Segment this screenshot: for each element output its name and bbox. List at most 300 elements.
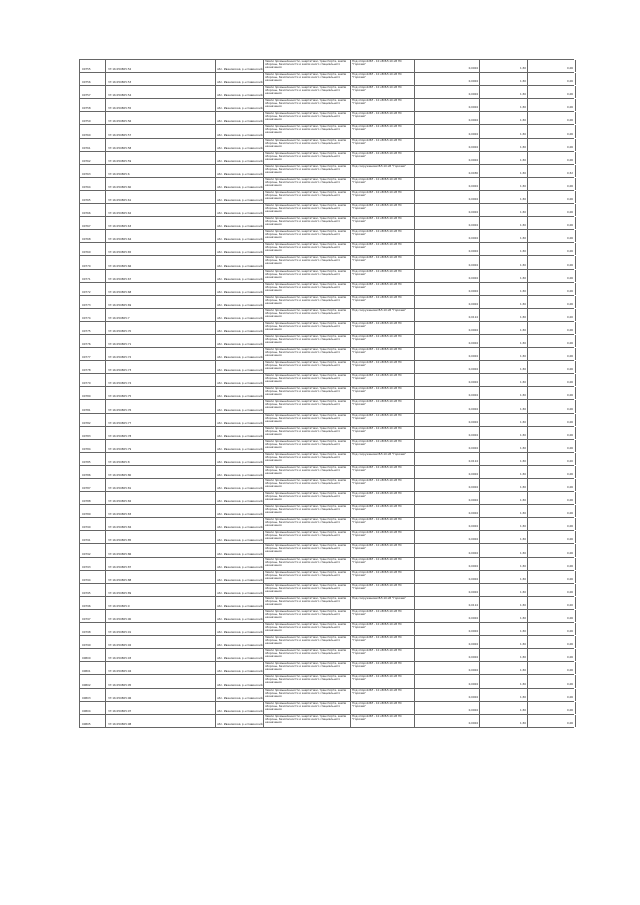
permitted-use-cell [350, 492, 415, 504]
location-text: обл. Ивановская, р-н Савинский [217, 512, 263, 517]
tax-rate-value: 1,50 [520, 511, 526, 516]
area-value: 0,0004 [468, 66, 478, 71]
row-number: 00783 [82, 433, 91, 438]
row-number: 00791 [82, 538, 91, 543]
tax-rate-cell [479, 217, 528, 229]
tax-amount-cell [527, 414, 576, 426]
land-category-text: Земли промышленности, энергетики, транспорта, земли обороны, безопасности и земли иного специального назначения [265, 662, 347, 672]
area-cell [414, 453, 480, 465]
tax-amount-cell [527, 243, 576, 255]
row-number: 00789 [82, 512, 91, 517]
tax-amount-cell [527, 505, 576, 517]
location-text: обл. Ивановская, р-н Савинский [217, 682, 263, 687]
location-cell [215, 531, 264, 543]
permitted-use-text: Под опорой ВЛ - 10 кВ ВЛ-10 кВ ПС "Горячев" [352, 230, 402, 237]
land-category-cell [263, 322, 351, 334]
table-row [79, 518, 574, 531]
area-cell [414, 414, 480, 426]
cadastral-number: 37:16:050805:52 [108, 67, 132, 72]
area-value: 0,0004 [468, 118, 478, 123]
tax-rate-cell [479, 178, 528, 190]
table-row [79, 492, 574, 505]
cadastral-number-cell [105, 610, 216, 622]
location-text: обл. Ивановская, р-н Савинский [217, 106, 263, 111]
cadastral-number-cell [105, 99, 216, 111]
tax-amount-cell [527, 139, 576, 151]
tax-amount-value: 0,06 [567, 236, 573, 241]
cadastral-number-cell [105, 702, 216, 714]
location-text: обл. Ивановская, р-н Савинский [217, 407, 263, 412]
land-category-text: Земли промышленности, энергетики, транспорта, земли обороны, безопасности и земли иного специального назначения [265, 361, 347, 371]
table-row [79, 283, 574, 296]
permitted-use-cell [350, 112, 415, 124]
row-number-cell [79, 662, 106, 674]
area-cell [414, 702, 480, 714]
location-cell [215, 597, 264, 609]
row-number-cell [79, 479, 106, 491]
area-cell [414, 125, 480, 137]
cadastral-number: 37:16:050805:94 [108, 669, 132, 674]
cadastral-number: 37:16:050805:66 [108, 263, 132, 268]
location-cell [215, 558, 264, 570]
land-category-text: Земли промышленности, энергетики, транспорта, земли обороны, безопасности и земли иного специального назначения [265, 60, 347, 69]
row-number-cell [79, 191, 106, 203]
permitted-use-text: Под опорой ВЛ - 10 кВ ВЛ-10 кВ ПС "Горячев" [352, 138, 402, 145]
area-value: 0,0004 [468, 511, 478, 516]
cadastral-number: 37:16:050805:59 [108, 158, 132, 163]
area-value: 0,0004 [468, 131, 478, 136]
area-cell [414, 466, 480, 478]
area-value: 0,0004 [468, 79, 478, 84]
land-category-text: Земли промышленности, энергетики, транспорта, земли обороны, безопасности и земли иного специального назначения [265, 177, 347, 187]
permitted-use-text: Под опорой ВЛ - 10 кВ ВЛ-10 кВ ПС "Горячев" [352, 243, 402, 250]
land-category-cell [263, 400, 351, 412]
land-category-text: Земли промышленности, энергетики, транспорта, земли обороны, безопасности и земли иного специального назначения [265, 701, 347, 711]
permitted-use-cell [350, 125, 415, 137]
tax-rate-value: 1,50 [520, 327, 526, 332]
land-category-text: Земли промышленности, энергетики, транспорта, земли обороны, безопасности и земли иного специального назначения [265, 649, 347, 659]
permitted-use-cell [350, 309, 415, 321]
location-text: обл. Ивановская, р-н Савинский [217, 538, 263, 543]
table-row [79, 662, 574, 675]
row-number: 00800 [82, 656, 91, 661]
location-cell [215, 715, 264, 727]
row-number: 00759 [82, 119, 91, 124]
tax-rate-cell [479, 715, 528, 727]
area-value: 0,0004 [468, 589, 478, 594]
location-cell [215, 492, 264, 504]
tax-amount-value: 0,06 [567, 563, 573, 568]
permitted-use-text: Под опорой ВЛ - 10 кВ ВЛ-10 кВ ПС "Горячев" [352, 544, 402, 551]
location-text: обл. Ивановская, р-н Савинский [217, 721, 263, 726]
area-cell [414, 571, 480, 583]
tax-rate-cell [479, 230, 528, 242]
tax-rate-cell [479, 400, 528, 412]
permitted-use-text: Под опорой ВЛ - 10 кВ ВЛ-10 кВ ПС "Горячев" [352, 583, 402, 590]
tax-rate-cell [479, 256, 528, 268]
permitted-use-text: Под опорой ВЛ - 10 кВ ВЛ-10 кВ ПС "Горячев" [352, 531, 402, 538]
table-row [79, 112, 574, 125]
land-category-cell [263, 597, 351, 609]
cadastral-number-cell [105, 204, 216, 216]
table-row [79, 191, 574, 204]
cadastral-number: 37:16:050805:79 [108, 446, 132, 451]
tax-amount-cell [527, 518, 576, 530]
tax-rate-cell [479, 283, 528, 295]
cadastral-number: 37:16:050805:62 [108, 211, 132, 216]
permitted-use-text: Под опорой ВЛ - 10 кВ ВЛ-10 кВ ПС "Горячев" [352, 675, 402, 682]
location-text: обл. Ивановская, р-н Савинский [217, 355, 263, 360]
tax-rate-cell [479, 112, 528, 124]
row-number-cell [79, 112, 106, 124]
land-category-cell [263, 125, 351, 137]
land-category-text: Земли промышленности, энергетики, транспорта, земли обороны, безопасности и земли иного специального назначения [265, 557, 347, 567]
land-category-text: Земли промышленности, энергетики, транспорта, земли обороны, безопасности и земли иного специального назначения [265, 518, 347, 528]
area-cell [414, 649, 480, 661]
tax-rate-value: 1,50 [520, 720, 526, 725]
location-text: обл. Ивановская, р-н Савинский [217, 459, 263, 464]
permitted-use-cell [350, 60, 415, 72]
area-cell [414, 715, 480, 727]
tax-rate-cell [479, 427, 528, 439]
location-cell [215, 453, 264, 465]
tax-amount-value: 0,06 [567, 445, 573, 450]
location-cell [215, 689, 264, 701]
row-number: 00799 [82, 643, 91, 648]
table-row [79, 479, 574, 492]
tax-amount-cell [527, 400, 576, 412]
cadastral-number-cell [105, 597, 216, 609]
row-number: 00758 [82, 106, 91, 111]
land-category-cell [263, 571, 351, 583]
land-category-text: Земли промышленности, энергетики, транспорта, земли обороны, безопасности и земли иного специального назначения [265, 125, 347, 135]
cadastral-number: 37:16:050805:53 [108, 80, 132, 85]
tax-rate-cell [479, 60, 528, 72]
location-cell [215, 610, 264, 622]
area-value: 0,0004 [468, 445, 478, 450]
tax-rate-value: 1,50 [520, 576, 526, 581]
row-number-cell [79, 623, 106, 635]
row-number-cell [79, 505, 106, 517]
tax-rate-value: 1,50 [520, 642, 526, 647]
row-number-cell [79, 414, 106, 426]
location-cell [215, 60, 264, 72]
cadastral-number: 37:16:050805:7 [108, 315, 130, 320]
permitted-use-cell [350, 217, 415, 229]
permitted-use-cell [350, 322, 415, 334]
tax-rate-value: 1,50 [520, 249, 526, 254]
location-cell [215, 518, 264, 530]
land-category-cell [263, 466, 351, 478]
row-number-cell [79, 165, 106, 177]
tax-amount-cell [527, 702, 576, 714]
cadastral-number: 37:16:050805:91 [108, 630, 132, 635]
cadastral-number-cell [105, 335, 216, 347]
tax-amount-cell [527, 623, 576, 635]
area-cell [414, 361, 480, 373]
tax-amount-cell [527, 348, 576, 360]
table-row [79, 702, 574, 715]
location-text: обл. Ивановская, р-н Савинский [217, 695, 263, 700]
row-number: 00779 [82, 381, 91, 386]
row-number: 00766 [82, 211, 91, 216]
row-number-cell [79, 689, 106, 701]
area-cell [414, 99, 480, 111]
cadastral-number: 37:16:050805:80 [108, 473, 132, 477]
permitted-use-cell [350, 73, 415, 85]
land-category-text: Земли промышленности, энергетики, транспорта, земли обороны, безопасности и земли иного специального назначения [265, 86, 347, 96]
land-category-text: Земли промышленности, энергетики, транспорта, земли обороны, безопасности и земли иного специального назначения [265, 112, 347, 122]
tax-rate-cell [479, 453, 528, 465]
cadastral-number: 37:16:050805:68 [108, 289, 132, 294]
land-category-text: Земли промышленности, энергетики, транспорта, земли обороны, безопасности и земли иного специального назначения [265, 269, 347, 279]
tax-amount-value: 0,06 [567, 668, 573, 673]
permitted-use-cell [350, 427, 415, 439]
land-category-cell [263, 361, 351, 373]
location-cell [215, 636, 264, 648]
tax-rate-cell [479, 544, 528, 556]
permitted-use-text: Под опорой ВЛ - 10 кВ ВЛ-10 кВ ПС "Горячев" [352, 714, 402, 721]
tax-rate-cell [479, 505, 528, 517]
location-cell [215, 270, 264, 282]
land-category-cell [263, 374, 351, 386]
location-text: обл. Ивановская, р-н Савинский [217, 224, 263, 229]
row-number-cell [79, 518, 106, 530]
area-value: 0,0004 [468, 563, 478, 568]
row-number-cell [79, 492, 106, 504]
area-value: 0,0004 [468, 92, 478, 97]
land-category-text: Земли промышленности, энергетики, транспорта, земли обороны, безопасности и земли иного специального назначения [265, 636, 347, 646]
location-cell [215, 99, 264, 111]
cadastral-number-cell [105, 86, 216, 98]
location-text: обл. Ивановская, р-н Савинский [217, 499, 263, 504]
permitted-use-cell [350, 518, 415, 530]
tax-rate-value: 1,50 [520, 563, 526, 568]
land-category-text: Земли промышленности, энергетики, транспорта, земли обороны, безопасности и земли иного специального назначения [265, 583, 347, 593]
location-text: обл. Ивановская, р-н Савинский [217, 433, 263, 438]
tax-amount-value: 0,06 [567, 131, 573, 136]
cadastral-number: 37:16:050805:9 [108, 603, 130, 608]
table-row [79, 453, 574, 466]
table-row [79, 558, 574, 571]
tax-amount-cell [527, 204, 576, 216]
cadastral-number-cell [105, 531, 216, 543]
row-number-cell [79, 309, 106, 321]
location-cell [215, 139, 264, 151]
land-category-cell [263, 86, 351, 98]
area-cell [414, 139, 480, 151]
area-cell [414, 309, 480, 321]
row-number: 00765 [82, 198, 91, 203]
table-row [79, 335, 574, 348]
row-number: 00773 [82, 302, 91, 307]
tax-amount-cell [527, 597, 576, 609]
cadastral-number-cell [105, 571, 216, 583]
location-text: обл. Ивановская, р-н Савинский [217, 276, 263, 281]
land-category-cell [263, 387, 351, 399]
tax-amount-value: 0,06 [567, 301, 573, 306]
cadastral-number-cell [105, 387, 216, 399]
row-number: 00802 [82, 682, 91, 687]
cadastral-number-cell [105, 191, 216, 203]
permitted-use-cell [350, 466, 415, 478]
permitted-use-text: Под опорой ВЛ - 10 кВ ВЛ-10 кВ ПС "Горячев" [352, 465, 402, 472]
cadastral-number: 37:16:050805:60 [108, 184, 132, 189]
location-cell [215, 112, 264, 124]
row-number: 00786 [82, 473, 91, 477]
row-number-cell [79, 400, 106, 412]
land-category-cell [263, 440, 351, 452]
location-text: обл. Ивановская, р-н Савинский [217, 525, 263, 530]
permitted-use-text: Под опорой ВЛ - 10 кВ ВЛ-10 кВ ПС "Горячев" [352, 60, 402, 66]
land-category-cell [263, 558, 351, 570]
area-cell [414, 675, 480, 687]
tax-rate-cell [479, 558, 528, 570]
area-value: 0,0004 [468, 537, 478, 542]
area-cell [414, 204, 480, 216]
permitted-use-text: Под опорой ВЛ - 10 кВ ВЛ-10 кВ ПС "Горячев" [352, 112, 402, 119]
tax-amount-value: 0,06 [567, 720, 573, 725]
location-cell [215, 204, 264, 216]
tax-amount-cell [527, 191, 576, 203]
tax-rate-value: 1,50 [520, 524, 526, 529]
location-cell [215, 675, 264, 687]
land-category-cell [263, 256, 351, 268]
table-row [79, 689, 574, 702]
cadastral-number: 37:16:050805:89 [108, 590, 132, 595]
tax-amount-value: 0,06 [567, 681, 573, 686]
row-number: 00755 [82, 67, 91, 72]
tax-rate-value: 1,50 [520, 197, 526, 202]
tax-rate-cell [479, 584, 528, 596]
tax-rate-value: 1,50 [520, 105, 526, 110]
table-row [79, 230, 574, 243]
area-value: 0,0004 [468, 380, 478, 385]
permitted-use-cell [350, 387, 415, 399]
land-category-cell [263, 243, 351, 255]
row-number: 00763 [82, 171, 91, 176]
row-number-cell [79, 597, 106, 609]
permitted-use-text: Под опорой ВЛ - 10 кВ ВЛ-10 кВ ПС "Горячев" [352, 426, 402, 433]
cadastral-number-cell [105, 505, 216, 517]
tax-amount-cell [527, 374, 576, 386]
tax-rate-cell [479, 270, 528, 282]
permitted-use-cell [350, 649, 415, 661]
land-category-cell [263, 191, 351, 203]
land-category-cell [263, 675, 351, 687]
tax-rate-value: 1,50 [520, 314, 526, 319]
tax-amount-cell [527, 86, 576, 98]
row-number-cell [79, 374, 106, 386]
tax-rate-value: 1,50 [520, 301, 526, 306]
cadastral-number: 37:16:050805:73 [108, 368, 132, 373]
row-number: 00803 [82, 695, 91, 700]
cadastral-number: 37:16:050805:82 [108, 499, 132, 504]
land-category-cell [263, 60, 351, 72]
area-value: 0,0004 [468, 393, 478, 398]
tax-amount-value: 0,06 [567, 511, 573, 516]
location-text: обл. Ивановская, р-н Савинский [217, 590, 263, 595]
permitted-use-text: Под опорой ВЛ - 10 кВ ВЛ-10 кВ ПС "Горячев" [352, 177, 402, 184]
tax-rate-value: 1,50 [520, 655, 526, 660]
land-category-cell [263, 649, 351, 661]
permitted-use-text: Под опорой ВЛ - 10 кВ ВЛ-10 кВ ПС "Горячев" [352, 688, 402, 695]
land-category-text: Земли промышленности, энергетики, транспорта, земли обороны, безопасности и земли иного специального назначения [265, 570, 347, 580]
tax-amount-value: 0,06 [567, 183, 573, 188]
land-category-cell [263, 505, 351, 517]
land-category-text: Земли промышленности, энергетики, транспорта, земли обороны, безопасности и земли иного специального назначения [265, 596, 347, 606]
land-category-text: Земли промышленности, энергетики, транспорта, земли обороны, безопасности и земли иного специального назначения [265, 308, 347, 318]
location-text: обл. Ивановская, р-н Савинский [217, 145, 263, 150]
permitted-use-text: Под опорой ВЛ - 10 кВ ВЛ-10 кВ ПС "Горячев" [352, 361, 402, 368]
land-category-text: Земли промышленности, энергетики, транспорта, земли обороны, безопасности и земли иного специального назначения [265, 413, 347, 423]
row-number-cell [79, 256, 106, 268]
land-category-text: Земли промышленности, энергетики, транспорта, земли обороны, безопасности и земли иного специального назначения [265, 400, 347, 410]
tax-rate-cell [479, 309, 528, 321]
cadastral-number: 37:16:050805:76 [108, 407, 132, 412]
cadastral-number-cell [105, 178, 216, 190]
cadastral-number: 37:16:050805:93 [108, 656, 132, 661]
land-category-text: Земли промышленности, энергетики, транспорта, земли обороны, безопасности и земли иного специального назначения [265, 492, 347, 502]
permitted-use-cell [350, 623, 415, 635]
tax-amount-cell [527, 152, 576, 164]
area-value: 0,0004 [468, 681, 478, 686]
permitted-use-cell [350, 139, 415, 151]
tax-amount-cell [527, 610, 576, 622]
location-cell [215, 125, 264, 137]
land-category-cell [263, 139, 351, 151]
tax-amount-cell [527, 531, 576, 543]
land-category-cell [263, 296, 351, 308]
row-number-cell [79, 348, 106, 360]
tax-amount-value: 0,06 [567, 367, 573, 372]
cadastral-number-cell [105, 152, 216, 164]
land-category-text: Земли промышленности, энергетики, транспорта, земли обороны, безопасности и земли иного специального назначения [265, 321, 347, 331]
location-text: обл. Ивановская, р-н Савинский [217, 328, 263, 333]
row-number-cell [79, 466, 106, 478]
tax-rate-cell [479, 571, 528, 583]
land-category-cell [263, 544, 351, 556]
tax-rate-cell [479, 374, 528, 386]
location-cell [215, 374, 264, 386]
cadastral-number-cell [105, 230, 216, 242]
tax-rate-value: 1,50 [520, 537, 526, 542]
tax-amount-cell [527, 322, 576, 334]
row-number-cell [79, 270, 106, 282]
land-category-text: Земли промышленности, энергетики, транспорта, земли обороны, безопасности и земли иного специального назначения [265, 374, 347, 384]
table-row [79, 440, 574, 453]
row-number: 00756 [82, 80, 91, 85]
location-text: обл. Ивановская, р-н Савинский [217, 486, 263, 491]
location-text: обл. Ивановская, р-н Савинский [217, 577, 263, 582]
permitted-use-text: Под опорой ВЛ - 10 кВ ВЛ-10 кВ ПС "Горячев" [352, 701, 402, 708]
tax-amount-value: 0,06 [567, 576, 573, 581]
cadastral-number-cell [105, 440, 216, 452]
tax-amount-cell [527, 571, 576, 583]
land-category-text: Земли промышленности, энергетики, транспорта, земли обороны, безопасности и земли иного специального назначения [265, 531, 347, 541]
tax-amount-value: 0,52 [567, 170, 573, 175]
permitted-use-cell [350, 558, 415, 570]
land-category-text: Земли промышленности, энергетики, транспорта, земли обороны, безопасности и земли иного специального назначения [265, 164, 347, 174]
permitted-use-cell [350, 256, 415, 268]
row-number: 00790 [82, 525, 91, 530]
location-cell [215, 165, 264, 177]
tax-amount-cell [527, 479, 576, 491]
permitted-use-cell [350, 689, 415, 701]
area-value: 0,0004 [468, 275, 478, 280]
location-text: обл. Ивановская, р-н Савинский [217, 381, 263, 386]
permitted-use-cell [350, 374, 415, 386]
